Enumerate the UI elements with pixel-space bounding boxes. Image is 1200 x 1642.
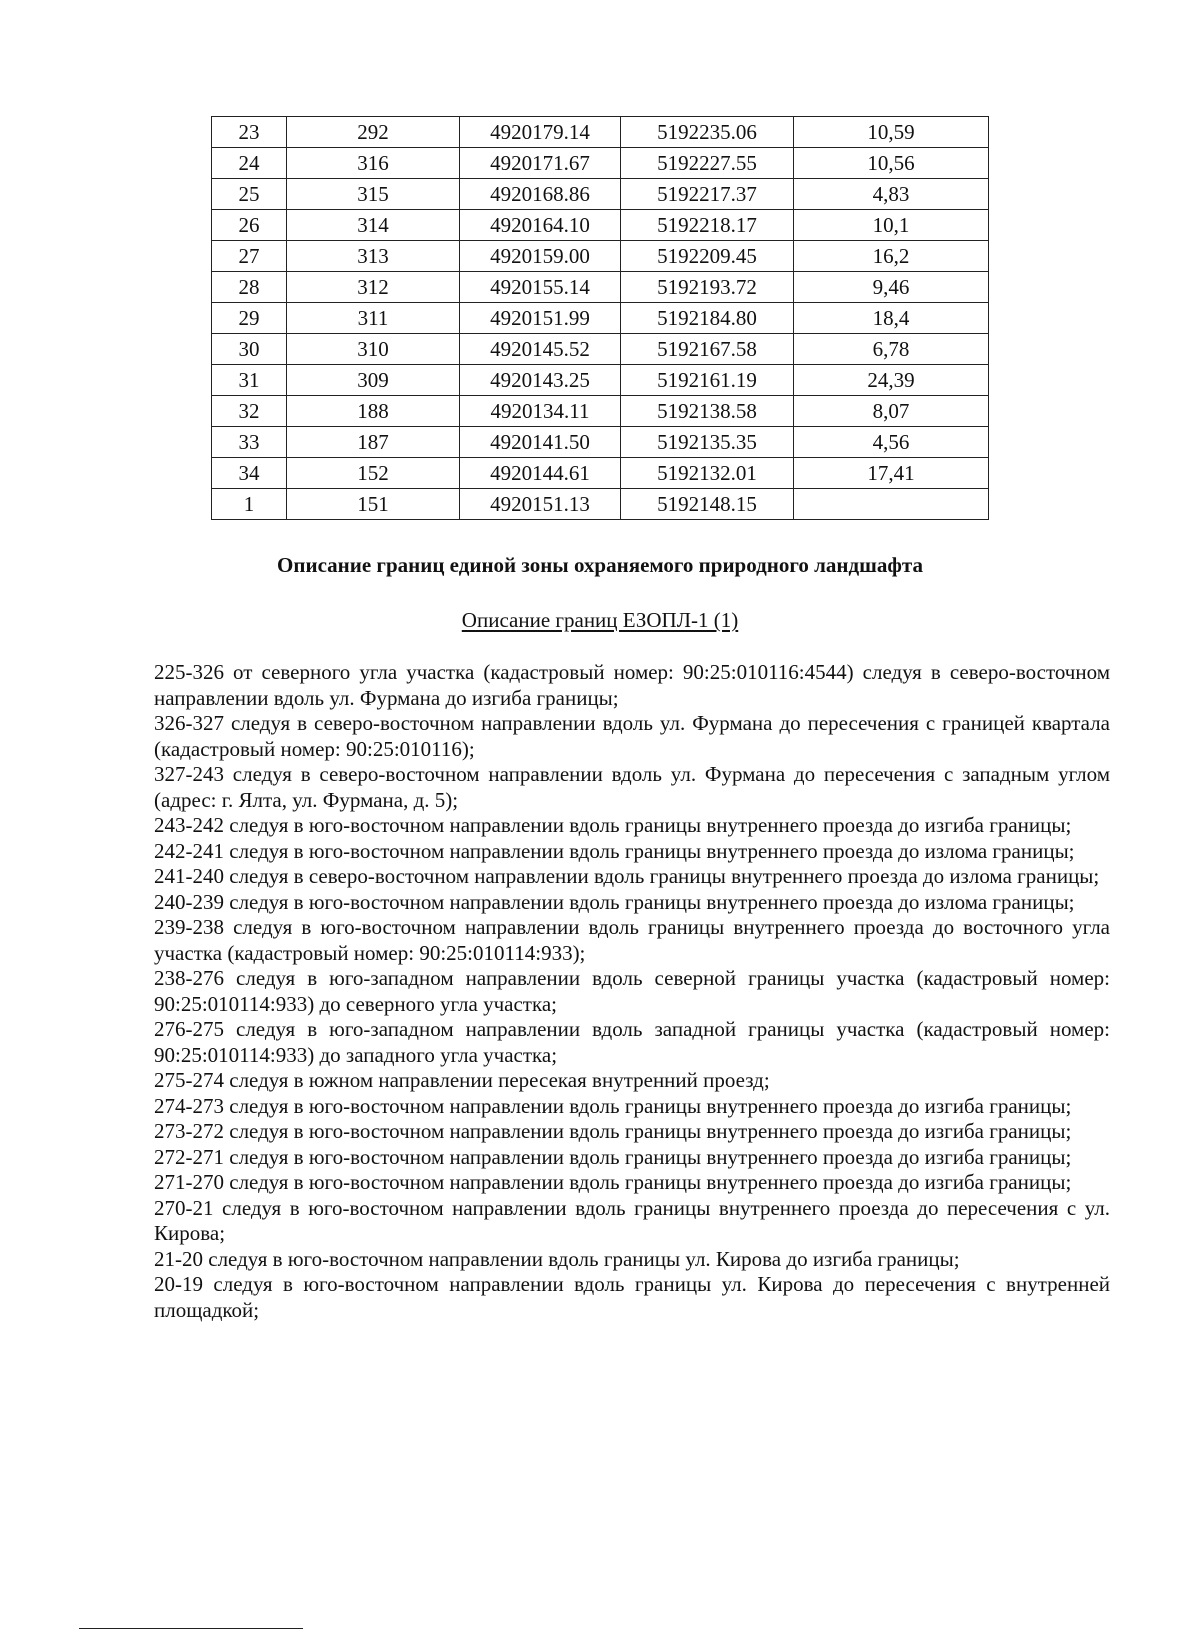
boundary-segment: 274-273 следуя в юго-восточном направлении вдоль границы внутреннего проезда до изгиба границы; <box>154 1093 1072 1118</box>
x-coordinate-cell: 4920134.11 <box>460 396 621 427</box>
table-row <box>212 427 989 458</box>
point-number-cell: 27 <box>212 241 287 272</box>
boundary-segment: 20-19 следуя в юго-восточном направлении вдоль границы ул. Кирова до пересечения с внутренней площадкой; <box>154 1272 1110 1322</box>
boundary-segment: 271-270 следуя в юго-восточном направлении вдоль границы внутреннего проезда до изгиба границы; <box>154 1170 1072 1194</box>
x-coordinate-cell: 4920143.25 <box>460 365 621 396</box>
point-number-cell: 31 <box>212 365 287 396</box>
y-coordinate-cell: 5192167.58 <box>621 334 794 365</box>
table-row <box>212 303 989 334</box>
point-number-cell: 33 <box>212 427 287 458</box>
distance-cell: 10,56 <box>794 148 989 179</box>
point-id-cell: 310 <box>287 334 460 365</box>
x-coordinate-cell: 4920145.52 <box>460 334 621 365</box>
boundary-segment: 327-243 следуя в северо-восточном направлении вдоль ул. Фурмана до пересечения с западным углом (адрес: г. Ялта, ул. Фурмана, д. 5); <box>154 762 1110 812</box>
x-coordinate-cell: 4920151.13 <box>460 489 621 520</box>
distance-cell: 16,2 <box>794 241 989 272</box>
y-coordinate-cell: 5192235.06 <box>621 117 794 148</box>
y-coordinate-cell: 5192227.55 <box>621 148 794 179</box>
y-coordinate-cell: 5192148.15 <box>621 489 794 520</box>
point-number-cell: 28 <box>212 272 287 303</box>
distance-cell: 18,4 <box>794 303 989 334</box>
section-heading: Описание границ единой зоны охраняемого природного ландшафта <box>277 553 923 577</box>
point-id-cell: 152 <box>287 458 460 489</box>
y-coordinate-cell: 5192161.19 <box>621 365 794 396</box>
boundary-segment: 238-276 следуя в юго-западном направлении вдоль северной границы участка (кадастровый номер: 90:25:010114:933) до северного угла участка; <box>154 966 1110 1016</box>
boundary-segment: 21-20 следуя в юго-восточном направлении вдоль границы ул. Кирова до изгиба границы; <box>154 1246 960 1271</box>
x-coordinate-cell: 4920179.14 <box>460 117 621 148</box>
point-id-cell: 188 <box>287 396 460 427</box>
table-row <box>212 489 989 520</box>
boundary-segment: 242-241 следуя в юго-восточном направлении вдоль границы внутреннего проезда до излома границы; <box>154 838 1075 863</box>
footnote-separator <box>79 1628 303 1629</box>
table-row <box>212 334 989 365</box>
y-coordinate-cell: 5192184.80 <box>621 303 794 334</box>
point-id-cell: 312 <box>287 272 460 303</box>
y-coordinate-cell: 5192217.37 <box>621 179 794 210</box>
distance-cell: 6,78 <box>794 334 989 365</box>
boundary-segment: 239-238 следуя в юго-восточном направлении вдоль границы внутреннего проезда до восточного угла участка (кадастровый номер: 90:25:010114:933); <box>154 915 1110 965</box>
y-coordinate-cell: 5192138.58 <box>621 396 794 427</box>
point-number-cell: 1 <box>212 489 287 520</box>
point-number-cell: 23 <box>212 117 287 148</box>
boundary-segment: 326-327 следуя в северо-восточном направлении вдоль ул. Фурмана до пересечения с границей квартала (кадастровый номер: 90:25:010116); <box>154 711 1110 761</box>
boundary-segment: 241-240 следуя в северо-восточном направлении вдоль границы внутреннего проезда до излома границы; <box>154 864 1100 888</box>
point-number-cell: 25 <box>212 179 287 210</box>
coordinates-table-body <box>212 117 989 520</box>
section-subheading: Описание границ ЕЗОПЛ-1 (1) <box>461 608 739 632</box>
point-id-cell: 313 <box>287 241 460 272</box>
point-number-cell: 34 <box>212 458 287 489</box>
table-row <box>212 458 989 489</box>
distance-cell <box>794 489 989 520</box>
x-coordinate-cell: 4920141.50 <box>460 427 621 458</box>
boundary-segment: 272-271 следуя в юго-восточном направлении вдоль границы внутреннего проезда до изгиба границы; <box>154 1144 1072 1169</box>
distance-cell: 4,56 <box>794 427 989 458</box>
y-coordinate-cell: 5192193.72 <box>621 272 794 303</box>
distance-cell: 10,59 <box>794 117 989 148</box>
distance-cell: 24,39 <box>794 365 989 396</box>
point-id-cell: 311 <box>287 303 460 334</box>
y-coordinate-cell: 5192132.01 <box>621 458 794 489</box>
point-number-cell: 24 <box>212 148 287 179</box>
boundary-description <box>154 660 1110 1323</box>
point-number-cell: 32 <box>212 396 287 427</box>
table-row <box>212 241 989 272</box>
coordinates-table <box>211 116 989 520</box>
table-row <box>212 148 989 179</box>
y-coordinate-cell: 5192135.35 <box>621 427 794 458</box>
point-id-cell: 315 <box>287 179 460 210</box>
x-coordinate-cell: 4920168.86 <box>460 179 621 210</box>
boundary-segment: 270-21 следуя в юго-восточном направлении вдоль границы внутреннего проезда до пересечения с ул. Кирова; <box>154 1195 1110 1245</box>
table-row <box>212 117 989 148</box>
point-number-cell: 30 <box>212 334 287 365</box>
point-id-cell: 309 <box>287 365 460 396</box>
point-id-cell: 151 <box>287 489 460 520</box>
distance-cell: 17,41 <box>794 458 989 489</box>
point-id-cell: 187 <box>287 427 460 458</box>
x-coordinate-cell: 4920151.99 <box>460 303 621 334</box>
distance-cell: 8,07 <box>794 396 989 427</box>
x-coordinate-cell: 4920155.14 <box>460 272 621 303</box>
distance-cell: 9,46 <box>794 272 989 303</box>
table-row <box>212 365 989 396</box>
boundary-segment: 243-242 следуя в юго-восточном направлении вдоль границы внутреннего проезда до изгиба границы; <box>154 813 1072 837</box>
x-coordinate-cell: 4920171.67 <box>460 148 621 179</box>
point-number-cell: 26 <box>212 210 287 241</box>
table-row <box>212 272 989 303</box>
y-coordinate-cell: 5192209.45 <box>621 241 794 272</box>
table-row <box>212 179 989 210</box>
boundary-segment: 275-274 следуя в южном направлении пересекая внутренний проезд; <box>154 1068 770 1092</box>
point-id-cell: 292 <box>287 117 460 148</box>
distance-cell: 4,83 <box>794 179 989 210</box>
boundary-segment: 273-272 следуя в юго-восточном направлении вдоль границы внутреннего проезда до изгиба границы; <box>154 1119 1072 1143</box>
boundary-segment: 276-275 следуя в юго-западном направлении вдоль западной границы участка (кадастровый номер: 90:25:010114:933) до западного угла участка; <box>154 1017 1110 1067</box>
boundary-segment: 240-239 следуя в юго-восточном направлении вдоль границы внутреннего проезда до излома границы; <box>154 889 1075 914</box>
boundary-segment: 225-326 от северного угла участка (кадастровый номер: 90:25:010116:4544) следуя в северо-восточном направлении вдоль ул. Фурмана до изгиба границы; <box>154 660 1110 710</box>
x-coordinate-cell: 4920144.61 <box>460 458 621 489</box>
distance-cell: 10,1 <box>794 210 989 241</box>
table-row <box>212 396 989 427</box>
point-number-cell: 29 <box>212 303 287 334</box>
table-row <box>212 210 989 241</box>
x-coordinate-cell: 4920159.00 <box>460 241 621 272</box>
y-coordinate-cell: 5192218.17 <box>621 210 794 241</box>
x-coordinate-cell: 4920164.10 <box>460 210 621 241</box>
point-id-cell: 314 <box>287 210 460 241</box>
point-id-cell: 316 <box>287 148 460 179</box>
